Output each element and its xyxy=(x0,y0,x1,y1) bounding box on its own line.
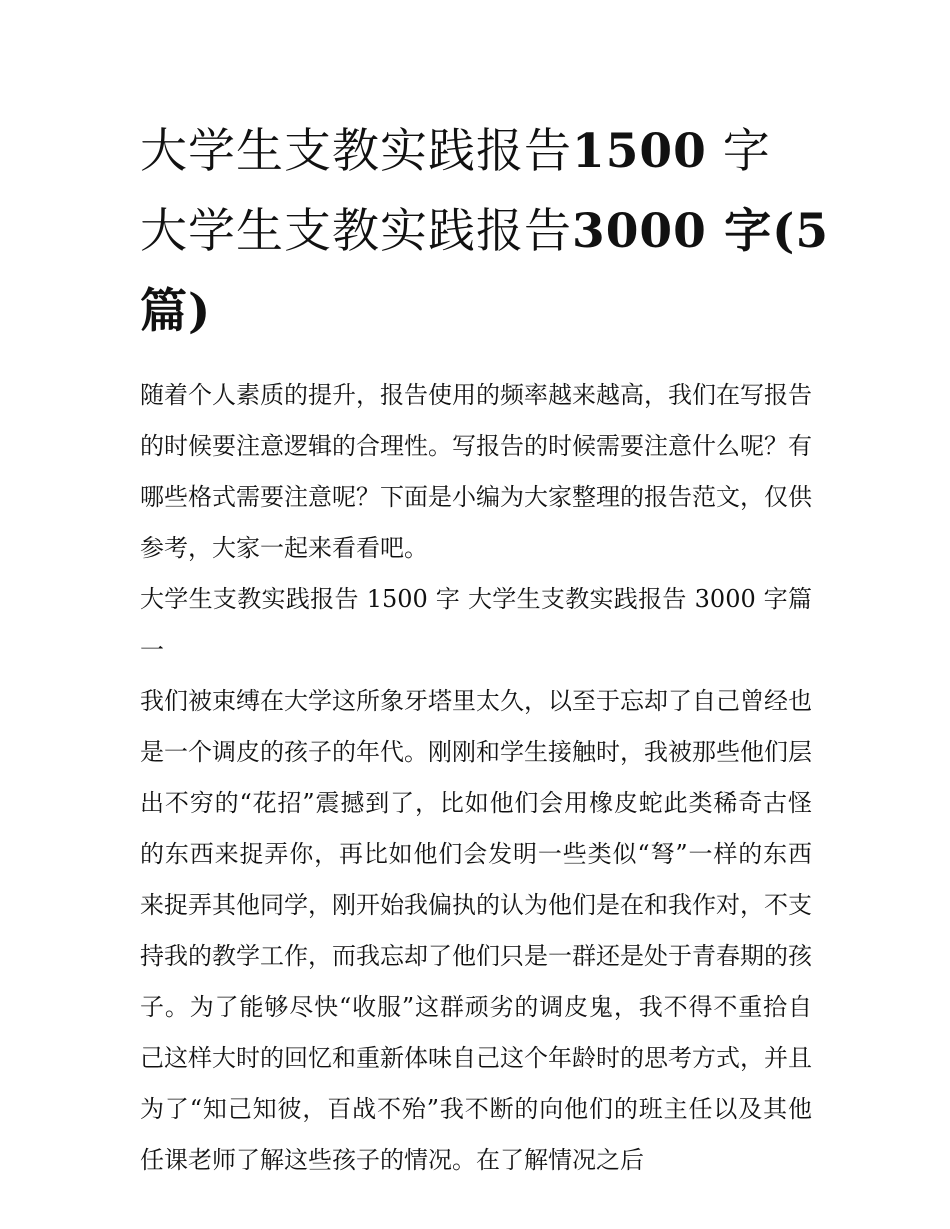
section-heading: 大学生支教实践报告 1500 字 大学生支教实践报告 3000 字篇一 xyxy=(140,585,812,664)
title-number: 1500 xyxy=(572,124,707,179)
body-paragraph: 我们被束缚在大学这所象牙塔里太久，以至于忘却了自己曾经也是一个调皮的孩子的年代。刚刚和学生接触时，我被那些他们层出不穷的“花招”震撼到了，比如他们会用橡皮蛇此类稀奇古怪的东西来捉弄你，再比如他们会发明一些类似“弩”一样的东西来捉弄其他同学，刚开始我偏执的认为他们是在和我作对，不支持我的教学工作，而我忘却了他们只是一群还是处于青春期的孩子。为了能够尽快“收服”这群顽劣的调皮鬼，我不得不重拾自己这样大时的回忆和重新体味自己这个年龄时的思考方式，并且为了“知己知彼，百战不殆”我不断的向他们的班主任以及其他任课老师了解这些孩子的情况。在了解情况之后 xyxy=(140,687,812,1174)
title-line xyxy=(140,272,812,352)
title-tail: 字 xyxy=(706,124,771,179)
title-line xyxy=(140,192,830,272)
document-page xyxy=(140,112,830,1186)
title-text: 大学生支教实践报告 xyxy=(140,204,572,259)
document-title xyxy=(140,112,830,352)
title-text: 大学生支教实践报告 xyxy=(140,124,572,179)
title-text: 篇) xyxy=(140,284,212,339)
title-number: 3000 xyxy=(572,204,707,259)
intro-paragraph: 随着个人素质的提升，报告使用的频率越来越高，我们在写报告的时候要注意逻辑的合理性。写报告的时候需要注意什么呢？有哪些格式需要注意呢？下面是小编为大家整理的报告范文，仅供参考，大家一起来看看吧。 xyxy=(140,381,812,562)
document-body xyxy=(140,370,812,1186)
title-tail: 字(5 xyxy=(706,204,830,259)
title-line xyxy=(140,112,812,192)
